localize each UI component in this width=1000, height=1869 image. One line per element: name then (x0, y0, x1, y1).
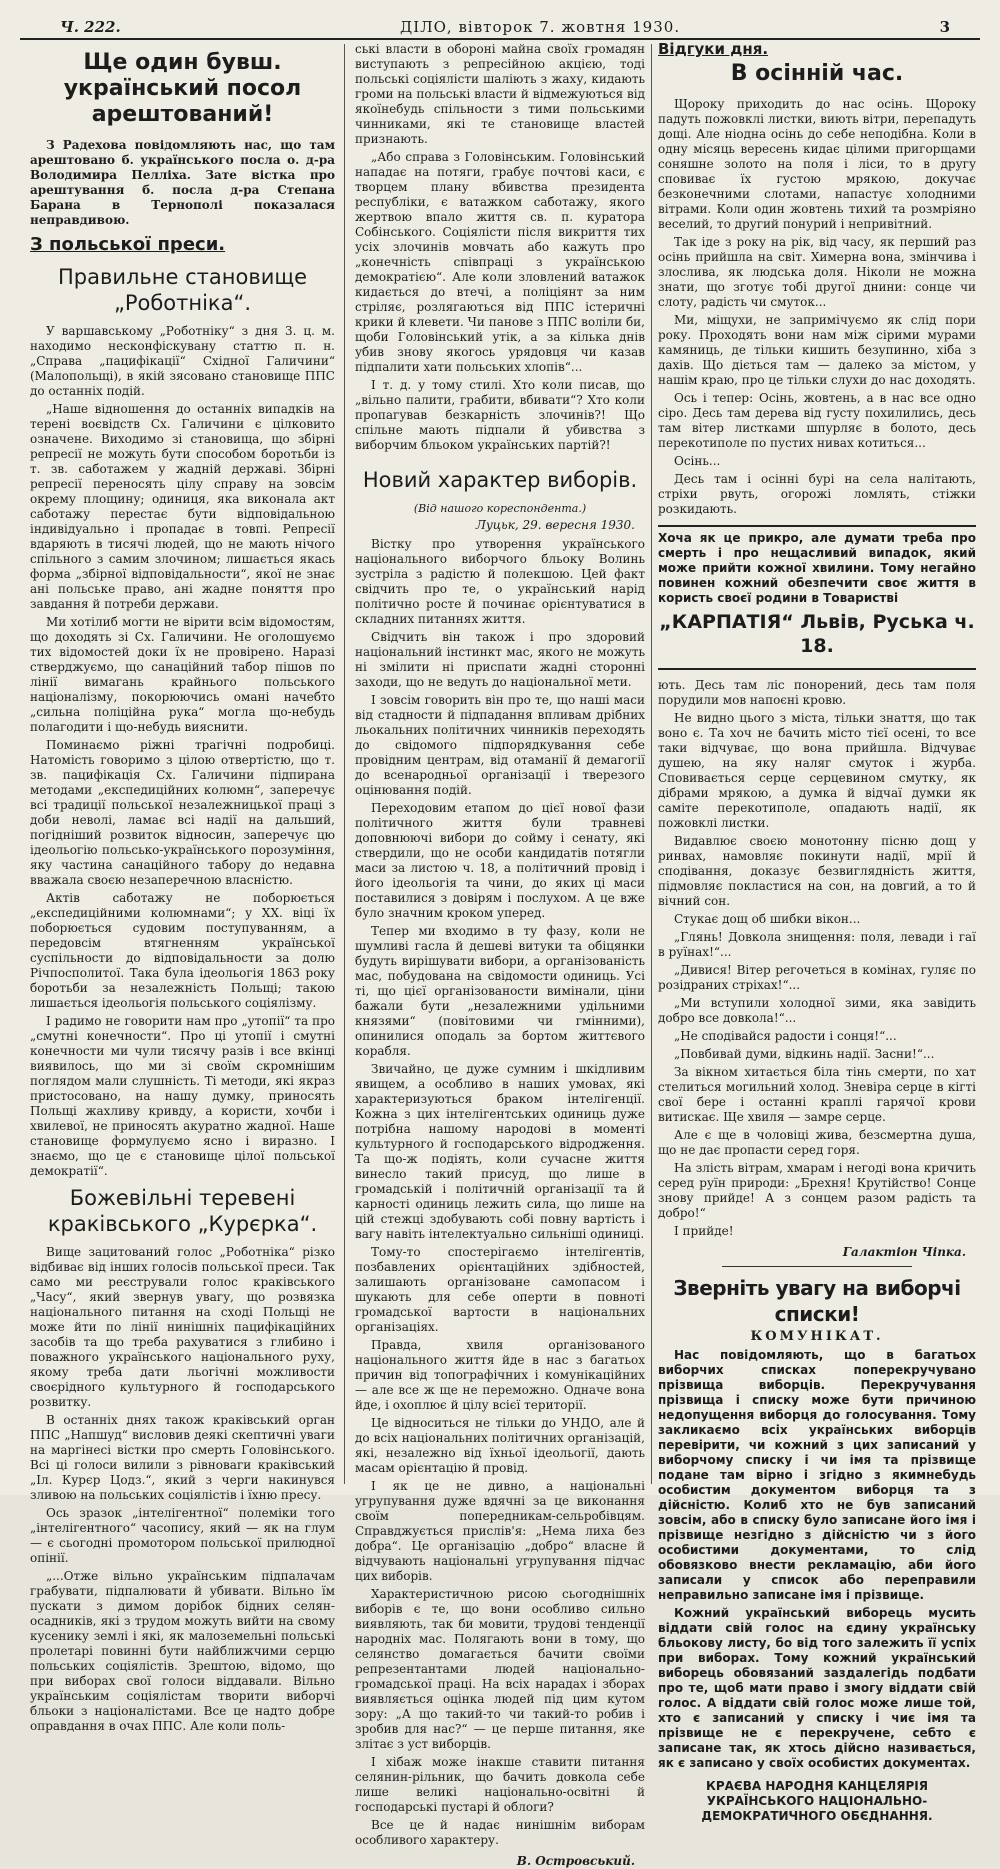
column-3 (658, 40, 976, 1823)
communique-label: КОМУНІКАТ. (750, 1329, 884, 1344)
paragraph: Це відноситься не тільки до УНДО, але й до всіх національних політичних організацій, які, незалежно від їхньої ідеольогії, дають масам орієнтацію й провід. (355, 1416, 645, 1475)
paragraph: Актів саботажу не поборюється „експедиційними колюмнами“; у XX. віці їх поборюється судовим поступуванням, а передовсім втягненням української суспільности до відповідальности за долю Річпосполитої. Така була ідеольогія 1863 року боротьби за незалежність Польщі; такою лишається ідеольогія польського соціялізму. (30, 891, 335, 1010)
divider (722, 1266, 913, 1267)
paragraph: „...Отже вільно українським підпалачам грабувати, підпалювати й убивати. Вільно їм пускати з димом дорібок бідних селян-осадників, які з трудом можуть вийти на свому кусенику землі і які, як малоземельні польські пролетарі повинні бути найближчими серцю польських соціялістів. Зрештою, відомо, що при виборах свої голоси віддавали. Вільно українським соціялістам творити виборчі бльоки з націоналістами. Все це надто добре оправдання в очах ППС. Але коли поль- (30, 1569, 335, 1733)
paragraph: Тому-то спостерігаємо інтелігентів, позбавлених орієнтаційних здібностей, залишають організоване самопасом і шукають для себе оперти в повноті громадської вартости в національних організаціях. (355, 1245, 645, 1334)
paragraph: Кожний український виборець мусить віддати свій голос на єдину українську бльокову листу, бо від того залежить її успіх при виборах. Тому кожний український виборець обовязаний заздалегідь подбати про те, щоб мати право і змогу віддати свій голос. А віддати свій голос може лише той, хто є записаний у списку і чиє імя та прізвище не є перекручене, себто є записане так, як хтось дійсно називається, як є записано у своїх особистих документах. (658, 1606, 976, 1770)
masthead (20, 16, 980, 40)
paragraph: І радимо не говорити нам про „утопії“ та про „смутні конечности“. Про ці утопії і смутні конечности ми чули тисячу разів і все вкінці виявилось, що ми зі своїм скромнішим поглядом мали слушність. Ті методи, які якраз пристосовано, на нашу думку, приносять Польщі жахливу кривду, а користи, хочби і хвилевої, не приносять акуратно жадної. Наше становище формулуємо ясно і виразно. І знаємо, що це є становище цілої польської демократії“. (30, 1014, 335, 1178)
paragraph: Правда, хвиля організованого національного життя йде в нас з багатьох причин від топографічних і комунікаційних — але все ж ще не переможно. Одначе вона йде, і охоплює й цілу всієї території. (355, 1338, 645, 1412)
paragraph: І зовсім говорить він про те, що наші маси від стадности й підпадання впливам дрібних льокальних політичних чинників переходять до свідомого підпорядкування себе провідним центрам, від отаманії й демагогії до всенародньої організації і тверезого оцінювання подій. (355, 693, 645, 797)
insurance-ad (658, 525, 976, 670)
section-heading-polish-press: З польської преси. (30, 234, 226, 255)
paragraph: Нас повідомляють, що в багатьох виборчих списках поперекручувано прізвища виборців. Перекручування прізвища і списку може бути причиною недопущення виборця до голосування. Тому закликаємо всіх українських виборців перевірити, чи кожний з цих записаний у виборчому списку і чи імя та прізвище подане там вірно і згідно з якимнебудь особистим документом виборця та з дійсністю. Колиб хто не був записаний зовсім, або в списку було записане його імя і прізвище незгідно з дійсністю чи з його особистими документами, то слід обовязково внести рекламацію, аби його записали у список або переправили неправильно записане імя і прізвище. (658, 1348, 976, 1602)
paragraph: Свідчить він також і про здоровий національний інстинкт мас, якого не можуть ні змілити ні приспати жадні сторонні заходи, що не ведуть до національної мети. (355, 630, 645, 689)
column-rule (651, 44, 652, 1484)
paragraph: Поминаємо ріжні трагічні подробиці. Натомість говоримо з цілою отвертістю, що т. зв. пацифікація Сх. Галичини підпирана методами „експедиційних колюмн“, заперечує всі традиції польської незалежницької праці з доби неволі, ламає всі надії на дальший, погідніший розвиток відносин, заперечує цю ідеольогію польсько-українського порозуміння, яку частина санаційного табору до недавна вважала своєю незаперечною власністю. (30, 738, 335, 887)
paragraph: Так іде з року на рік, від часу, як перший раз осінь прийшла на світ. Химерна вона, змінчива і злослива, як людська доля. Ніколи не можна знати, що зготує тобі другої днини: сонце чи слоту, радість чи смуток... (658, 235, 976, 309)
headline-autumn: В осінній час. (730, 61, 904, 86)
headline-arrest: Ще один бувш. український посол арештований! (63, 50, 302, 127)
paragraph: Осінь... (674, 454, 721, 468)
paragraph: І т. д. у тому стилі. Хто коли писав, що „вільно палити, грабити, вбивати“? Хто коли пропагував безкарність злочинів?! Що спільне мають підпали й убивства з виборчим бльоком українських партій?! (355, 378, 645, 452)
paragraph: Ми хотілиб могти не вірити всім відомостям, що доходять зі Сх. Галичини. Не оголошуємо тих відомостей доки їх не провірено. Наразі стверджуємо, що санаційний табор пішов по лінії вимагань крайнього польського націоналізму, покорюючись омані начебто „сильна поліційна рука“ могла що-небудь полагодити і що-небудь вияснити. (30, 615, 335, 734)
paragraph: Ми, міщухи, не запримічуємо як слід пори року. Проходять вони нам між сірими мурами камяниць, де тільки кишить безупинно, хіба з дахів. Що діється там — далеко за містом, у нашім краю, про це тільки слухи до нас доходять. (658, 313, 976, 387)
section-heading-day-echoes: Відгуки дня. (658, 40, 769, 58)
headline-kurerek: Божевільні теревені краківського „Курєрка“. (47, 1186, 318, 1236)
column-rule (344, 44, 345, 1484)
page-number: 3 (939, 18, 950, 36)
paragraph: В останніх днях також краківський орган ППС „Напшуд“ висловив деякі скептичні уваги на маргінесі вістки про смерть Головінського. Всі ці голоси вилили з рівноваги краківський „Іл. Курєр Цодз.“, який з черги накинувся зливою на польських соціялістів і їхню пресу. (30, 1413, 335, 1502)
paragraph: Переходовим етапом до цієї нової фази політичного життя були травневі доповнюючі вибори до сойму і сенату, які ствердили, що не особи кандидатів потягли маси за листою ч. 18, а політичний провід і його ідеольогія та чини, до яких ці маси поставилися з довірям і послухом. А це вже було значним кроком уперед. (355, 801, 645, 920)
paragraph: І хібаж може інакше ставити питання селянин-рільник, що бачить довкола себе лише великі національно-освітні й господарські пустарі й облоги? (355, 1755, 645, 1814)
paragraph: У варшавському „Роботніку“ з дня 3. ц. м. находимо несконфіскувану статтю п. н. „Справа „пацифікації“ Східної Галичини“ (Малопольщі), в якій зясовано становище ППС до останніх подій. (30, 324, 335, 398)
paragraph: Десь там і осінні бурі на села налітають, стріхи рвуть, огорожі ломлять, стіжки розкидають. (658, 472, 976, 516)
paragraph: І як це не дивно, а національні угрупування дуже вдячні за це виконання своїм попередникам-сельробівцям. Справджується прислів'я: „Нема лиха без добра“. Це організацію „добро“ власне й відчувають національні угрупування підчас цих виборів. (355, 1479, 645, 1583)
headline-robotnik: Правильне становище „Роботніка“. (57, 265, 308, 315)
column-1 (30, 42, 335, 1733)
paragraph: Ось зразок „інтелігентної“ полеміки того „інтелігентного“ часопису, який — як на глум — є сьогодні промотором польської прилюдної опінії. (30, 1506, 335, 1565)
paragraph: „Наше відношення до останніх випадків на терені воєвідств Сх. Галичини є цілковито означене. Виходимо зі становища, що збірні репресії не можуть бути способом боротьби із т. зв. саботажем у жадній державі. Збірні репресії переносять цілу справу на зовсім окрему площину; одиниця, яка виконала акт саботажу перестає бути відповідальною індивідуально і пропадає в товпі. Репресії вдаряють в тисячі людей, що не мають нічого спільного з самим злочином; лишається якась форма „збірної відповідальности“, якої не знає ані польське право, ані жадне поняття про завдання й потреби держави. (30, 402, 335, 611)
paragraph: ські власти в обороні майна своїх громадян виступають з репресійною акцією, тоді польські соціялісти шаліють з жаху, кидають громи на польські власти й відмежуються від якоїнебудь спільности з тими польськими чинниками, які те становище властей признають. (355, 42, 645, 146)
issue-number: Ч. 222. (60, 18, 121, 36)
headline-voter-lists: Зверніть увагу на виборчі списки! (673, 1276, 961, 1326)
paragraph: Звичайно, це дуже сумним і шкідливим явищем, а особливо в наших умовах, які характеризуються браком інтелігенції. Кожна з цих інтелігентських одиниць дуже потрібна нашому народові в моменті культурного й господарського відродження. Та що-ж подіять, коли сучасне життя винесло такий присуд, що лише в громадській і політичній організації та й карності одиниць лежить сила, що лише на цій стежці здобувають собі повну вартість і вагу навіть інтелектуально сильніші одиниці. (355, 1062, 645, 1241)
dateline: Луцьк, 29. вересня 1930. (475, 518, 635, 532)
paragraph: Не видно цього з міста, тільки знаття, що так воно є. Та хоч не бачить місто тієї осені, то все таки відчуває, що вона прийшла. Відчуває душею, на яку наляг смуток і журба. Сповивається серце серцевином смутку, як дібрами мрякою, а думка й відчаї думки як саміте перекотиполе, опадають надії, як пожовклі листки. (658, 711, 976, 830)
paragraph: На злість вітрам, хмарам і негоді вона кричить серед руїн природи: „Брехня! Крутійство! Сонце знову прийде! А з сонцем разом радість та добро!“ (658, 1161, 976, 1220)
paragraph: „Повбивай думи, відкинь надії. Засни!“... (674, 1047, 935, 1061)
paragraph: Але є ще в чоловіці жива, безсмертна душа, що не дає пропасти серед горя. (658, 1128, 976, 1157)
column-2 (355, 42, 645, 1868)
paragraph: „Глянь! Довкола знищення: поля, левади і гаї в руїнах!“... (658, 930, 976, 959)
paragraph: За вікном хитається біла тінь смерти, по хат стелиться могильний холод. Зневіра серце в кігті свої бере і останні краплі гарячої крови витискає. Ще хвиля — замре серце. (658, 1065, 976, 1124)
paragraph: Щороку приходить до нас осінь. Щороку падуть пожовклі листки, виють вітри, перепадуть дощі. Але ніодна осінь до себе неподібна. Коли в одну місяць вересень кидає цілими пригорщами соняшне золото на поля і ліси, то в другу сповиває їх густою мрякою, докучає безконечними слотами, напастує холодними вітрами. Коли один жовтень тихий та розмріяно веселий, то другий понурий і непривітний. (658, 97, 976, 231)
paragraph: „Дивися! Вітер регочеться в комінах, гуляє по розідраних стріхах!“... (658, 963, 976, 992)
headline-elections: Новий характер виборів. (362, 468, 638, 492)
paragraph: „Ми вступили холодної зими, яка завідить добро все довкола!“... (658, 996, 976, 1025)
paragraph: З Радехова повідомляють нас, що там арештовано б. українського посла о. д-ра Володимира Пелліха. Зате вістка про арештування б. посла д-ра Степана Барана в Тернополі показалася неправдивою. (30, 138, 335, 227)
organization-signature: КРАЄВА НАРОДНЯ КАНЦЕЛЯРІЯ УКРАЇНСЬКОГО НАЦІОНАЛЬНО-ДЕМОКРАТИЧНОГО ОБЄДНАННЯ. (701, 1779, 933, 1823)
paragraph: Вістку про утворення українського національного виборчого бльоку Волинь зустріла з радістю й полекшою. Цей факт свідчить про те, о український нарід політично росте й починає орієнтуватися в складних питаннях життя. (355, 537, 645, 626)
paragraph: Видавлює своєю монотонну пісню дощ у ринвах, намовляє покинути надії, мрії й сподівання, доказує безвиглядність життя, підмовляє покластися на сон, на довгий, а то й вічний сон. (658, 834, 976, 908)
paragraph: „Або справа з Головінським. Головінський нападає на потяги, грабує почтові каси, є творцем плану вбивства президента республіки, є ватажком саботажу, якого жертвою впало життя св. п. куратора Собінського. Соціялісти після викриття тих усіх злочинів мовчать або кажуть про „конечність співпраці з українською демократією“. Але коли зловлений ватажок кидається до втечі, а поліціянт за ним стріляє, розлягаються від ППС істеричні крики й клевети. Чи панове з ППС воліли би, щоби Головінський утік, а за кілька днів убив знову якогось урядовця чи казав підпалити хати польських хлопів“... (355, 150, 645, 374)
ad-company-name: „КАРПАТІЯ“ Львів, Руська ч. 18. (659, 611, 975, 657)
byline: (Від нашого кореспондента.) (413, 502, 587, 515)
paragraph: „Не сподівайся радости і сонця!“... (674, 1029, 897, 1043)
paragraph: Тепер ми входимо в ту фазу, коли не шумливі гасла й дешеві витуки та обіцянки будуть вирішувати вибори, а організованість мас, побудована на свідомости одиниць. Усі ті, що цієї організованости вимінали, ціни бажали бути „незалежними удільними князями“ (повітовими чи гмінними), опинилися оподаль за бортом життєвого корабля. (355, 924, 645, 1058)
paragraph: Ось і тепер: Осінь, жовтень, а в нас все одно сіро. Десь там дерева від густу похилились, десь там вітер листками шпурляє в болото, десь перекотиполе по пустих нивах котиться... (658, 391, 976, 450)
author-signature: Галактіон Чіпка. (842, 1245, 966, 1259)
ad-text: Хоча як це прикро, але думати треба про смерть і про нещасливий випадок, який може прийти кожної хвилини. Тому негайно повинен кожний обезпечити своє життя в користь своєї родини в Товаристві (658, 531, 976, 605)
author-signature: В. Островський. (516, 1854, 635, 1868)
paragraph: Характеристичною рисою сьогоднішніх виборів є те, що вони особливо сильно виявляють, так би мовити, трудові тенденції народніх мас. Полягають вони в тому, що селянство домагається бачити своїми репрезентантами людей національно-громадської праці. На всіх нарадах і зборах виявляється оцінка людей під цим кутом зору: „А що такий-то чи такий-то робив і зробив для нас?“ — це перше питання, яке злітає з уст виборців. (355, 1587, 645, 1751)
paragraph: Вище зацитований голос „Роботніка“ різко відбиває від інших голосів польської преси. Так само ми реєстрували голос краківського „Часу“, який звернув увагу, що розвязка національного питання на сході Польщі не може йти по лінії нинішніх пацифікаційних засобів та що треба рахуватися з глибино і поважного українського національного руху, якому треба дати льогічні можливости своєрідного культурного й господарського розвитку. (30, 1245, 335, 1409)
paragraph: ють. Десь там ліс понорений, десь там поля порудили мов напоєні кровю. (658, 678, 976, 707)
paragraph: Все це й надає нинішнім виборам особливого характеру. (355, 1818, 645, 1847)
paragraph: І прийде! (674, 1224, 734, 1238)
paper-date: ДІЛО, вівторок 7. жовтня 1930. (400, 18, 681, 36)
paragraph: Стукає дощ об шибки вікон... (674, 912, 861, 926)
